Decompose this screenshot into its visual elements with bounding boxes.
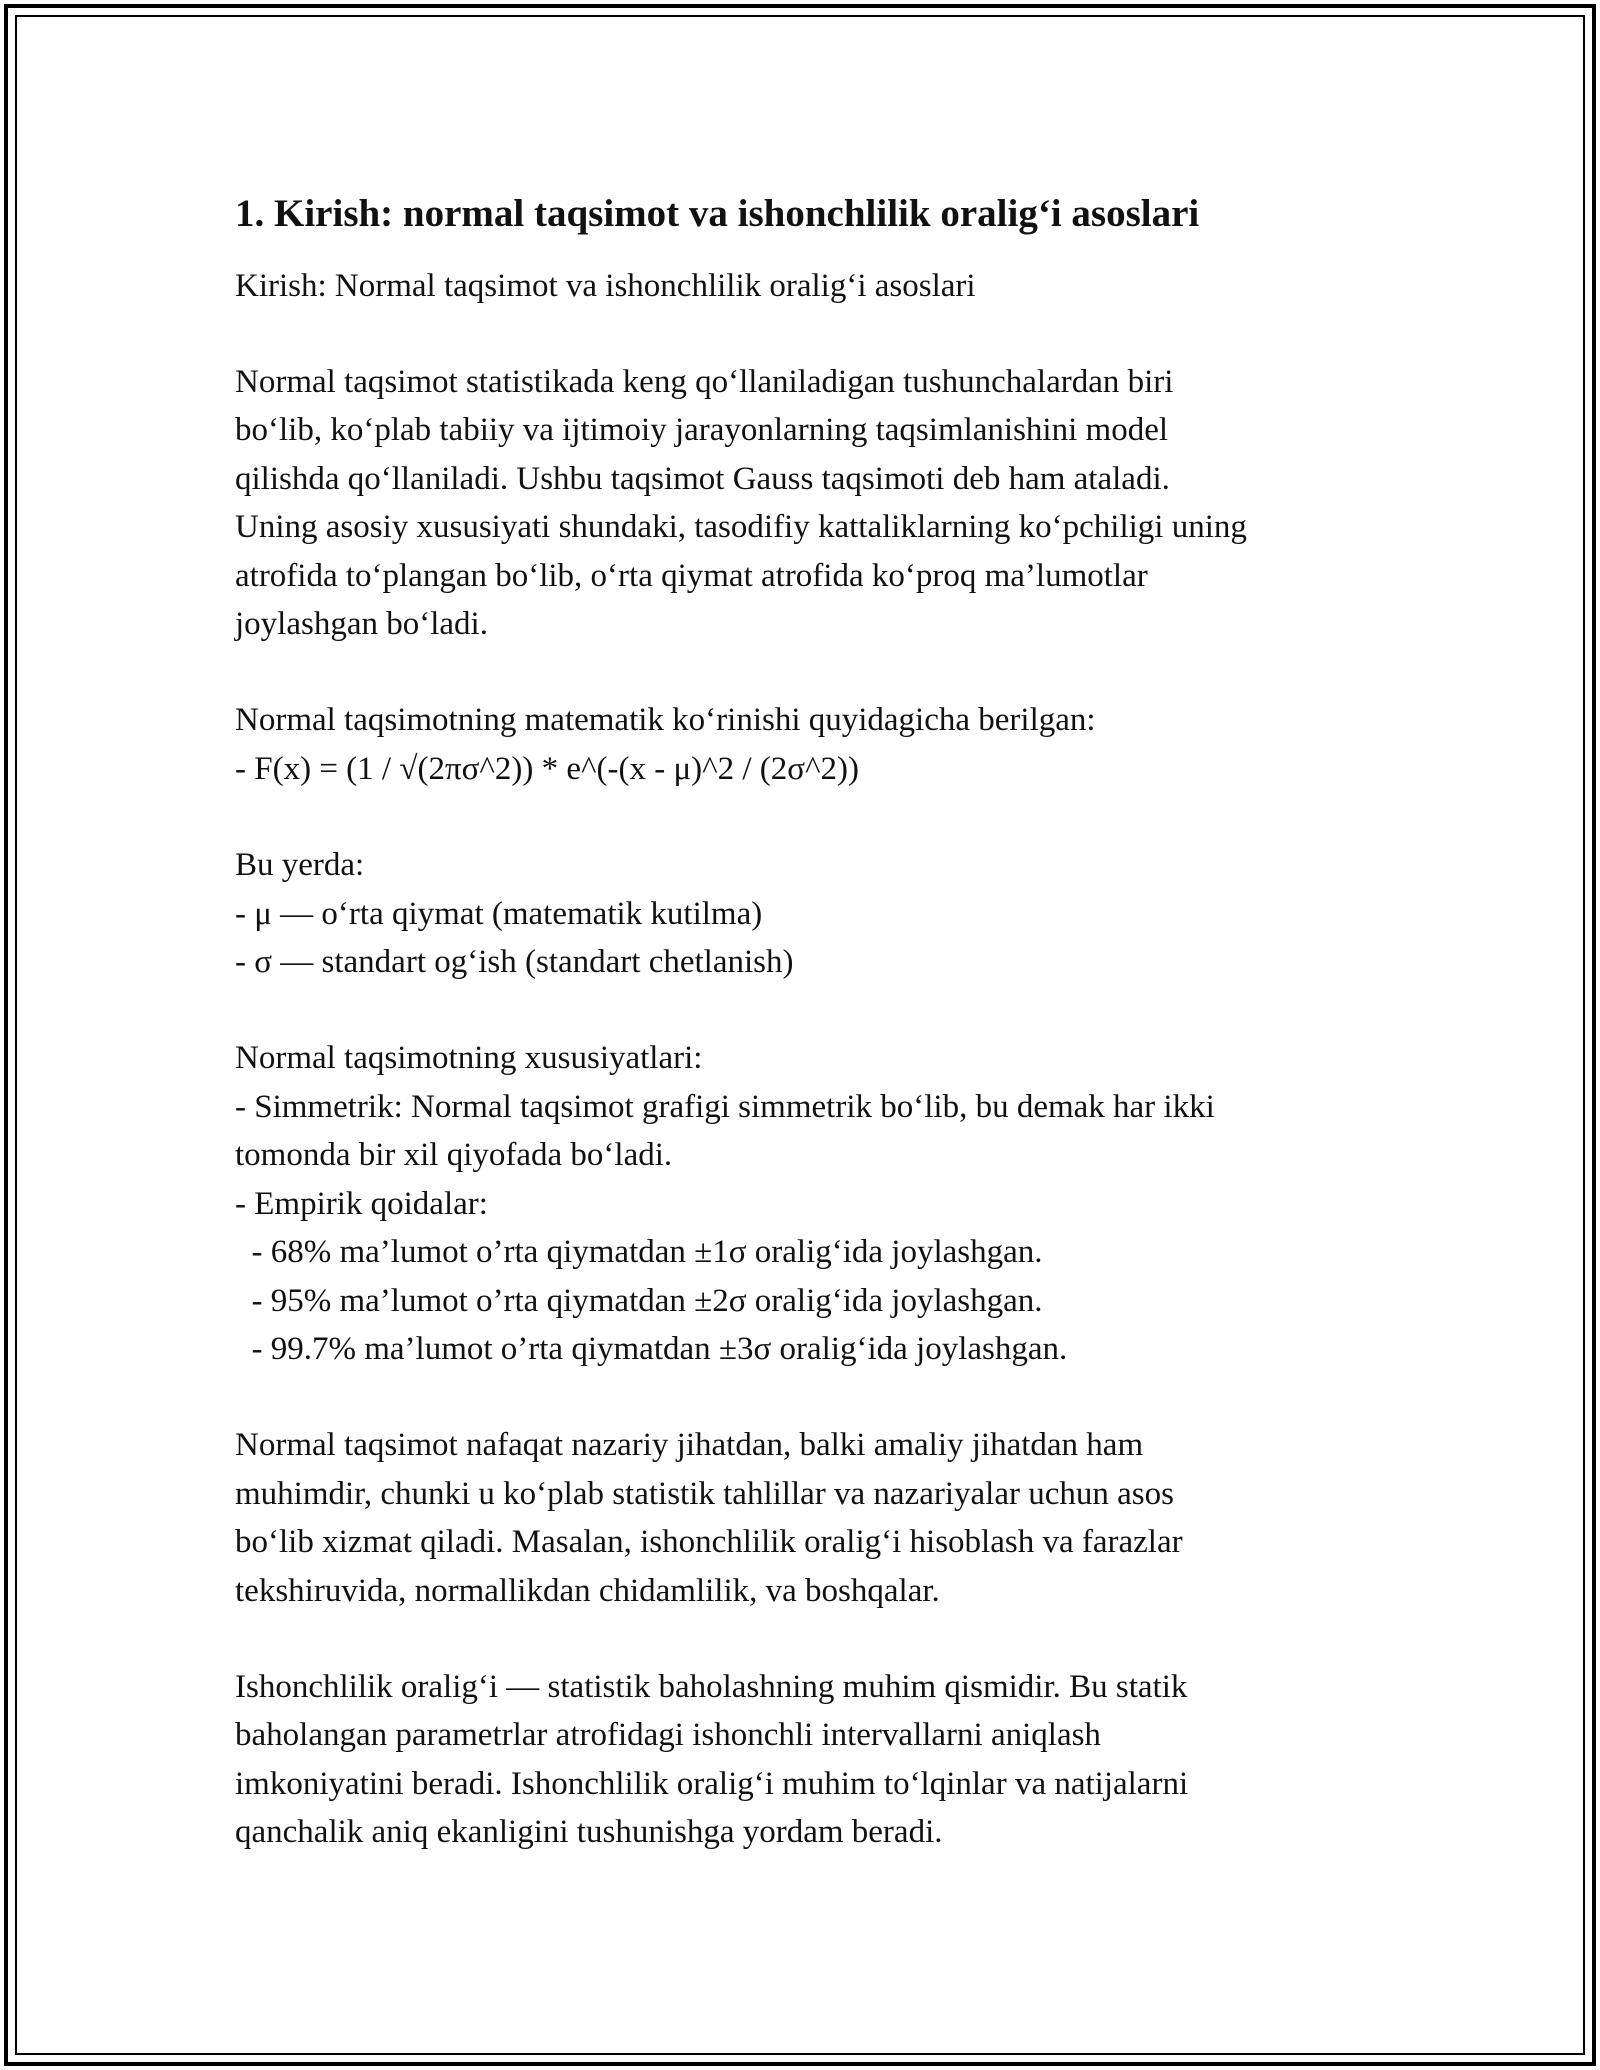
text-line: atrofida to‘plangan bo‘lib, o‘rta qiymat atrofida ko‘proq ma’lumotlar bbox=[235, 557, 1148, 594]
text-line: Normal taqsimotning xususiyatlari: bbox=[235, 1040, 703, 1077]
document-body bbox=[235, 186, 1395, 1857]
section-heading: 1. Kirish: normal taqsimot va ishonchlilik oralig‘i asoslari bbox=[235, 192, 1200, 235]
text-line: tomonda bir xil qiyofada bo‘ladi. bbox=[235, 1137, 673, 1174]
text-line: imkoniyatini beradi. Ishonchlilik oralig‘i muhim to‘lqinlar va natijalarni bbox=[235, 1765, 1189, 1802]
list-item: - Simmetrik: Normal taqsimot grafigi simmetrik bo‘lib, bu demak har ikki bbox=[235, 1088, 1215, 1125]
text-line: Normal taqsimot statistikada keng qo‘llaniladigan tushunchalardan biri bbox=[235, 364, 1174, 400]
paragraph-confidence-interval bbox=[235, 1663, 1395, 1857]
sub-list-item: - 99.7% ma’lumot o’rta qiymatdan ±3σ oralig‘ida joylashgan. bbox=[235, 1330, 1068, 1367]
text-line: Uning asosiy xususiyati shundaki, tasodifiy kattaliklarning ko‘pchiligi uning bbox=[235, 509, 1247, 546]
paragraph-normal-distribution-intro bbox=[235, 358, 1395, 648]
paragraph-formula bbox=[235, 696, 1395, 793]
list-item: - Empirik qoidalar: bbox=[235, 1185, 488, 1222]
text-line: tekshiruvida, normallikdan chidamlilik, va boshqalar. bbox=[235, 1572, 940, 1609]
text-line: Normal taqsimot nafaqat nazariy jihatdan, balki amaliy jihatdan ham bbox=[235, 1427, 1144, 1464]
text-line: muhimdir, chunki u ko‘plab statistik tahlillar va nazariyalar uchun asos bbox=[235, 1475, 1174, 1512]
formula-line: - F(x) = (1 / √(2πσ^2)) * e^(-(x - μ)^2 / (2σ^2)) bbox=[235, 750, 860, 787]
sub-list-item: - 95% ma’lumot o’rta qiymatdan ±2σ oralig‘ida joylashgan. bbox=[235, 1282, 1043, 1319]
text-line: qanchalik aniq ekanligini tushunishga yordam beradi. bbox=[235, 1814, 943, 1851]
paragraph-definitions bbox=[235, 841, 1395, 986]
text-line: Normal taqsimotning matematik ko‘rinishi quyidagicha berilgan: bbox=[235, 702, 1096, 739]
sub-list-item: - 68% ma’lumot o’rta qiymatdan ±1σ oralig‘ida joylashgan. bbox=[235, 1234, 1043, 1271]
list-item: - μ — o‘rta qiymat (matematik kutilma) bbox=[235, 895, 763, 932]
text-line: bo‘lib xizmat qiladi. Masalan, ishonchlilik oralig‘i hisoblash va farazlar bbox=[235, 1524, 1183, 1561]
text-line: qilishda qo‘llaniladi. Ushbu taqsimot Gauss taqsimoti deb ham ataladi. bbox=[235, 460, 1170, 497]
text-line: bo‘lib, ko‘plab tabiiy va ijtimoiy jarayonlarning taqsimlanishini model bbox=[235, 412, 1169, 449]
text-line: Bu yerda: bbox=[235, 847, 365, 884]
section-subtitle: Kirish: Normal taqsimot va ishonchlilik oralig‘i asoslari bbox=[235, 268, 976, 304]
text-line: baholangan parametrlar atrofidagi ishonchli intervallarni aniqlash bbox=[235, 1717, 1101, 1754]
text-line: joylashgan bo‘ladi. bbox=[235, 606, 488, 643]
text-line: Ishonchlilik oralig‘i — statistik baholashning muhim qismidir. Bu statik bbox=[235, 1668, 1188, 1705]
list-item: - σ — standart og‘ish (standart chetlanish) bbox=[235, 944, 794, 981]
paragraph-importance bbox=[235, 1421, 1395, 1615]
paragraph-properties bbox=[235, 1034, 1395, 1373]
